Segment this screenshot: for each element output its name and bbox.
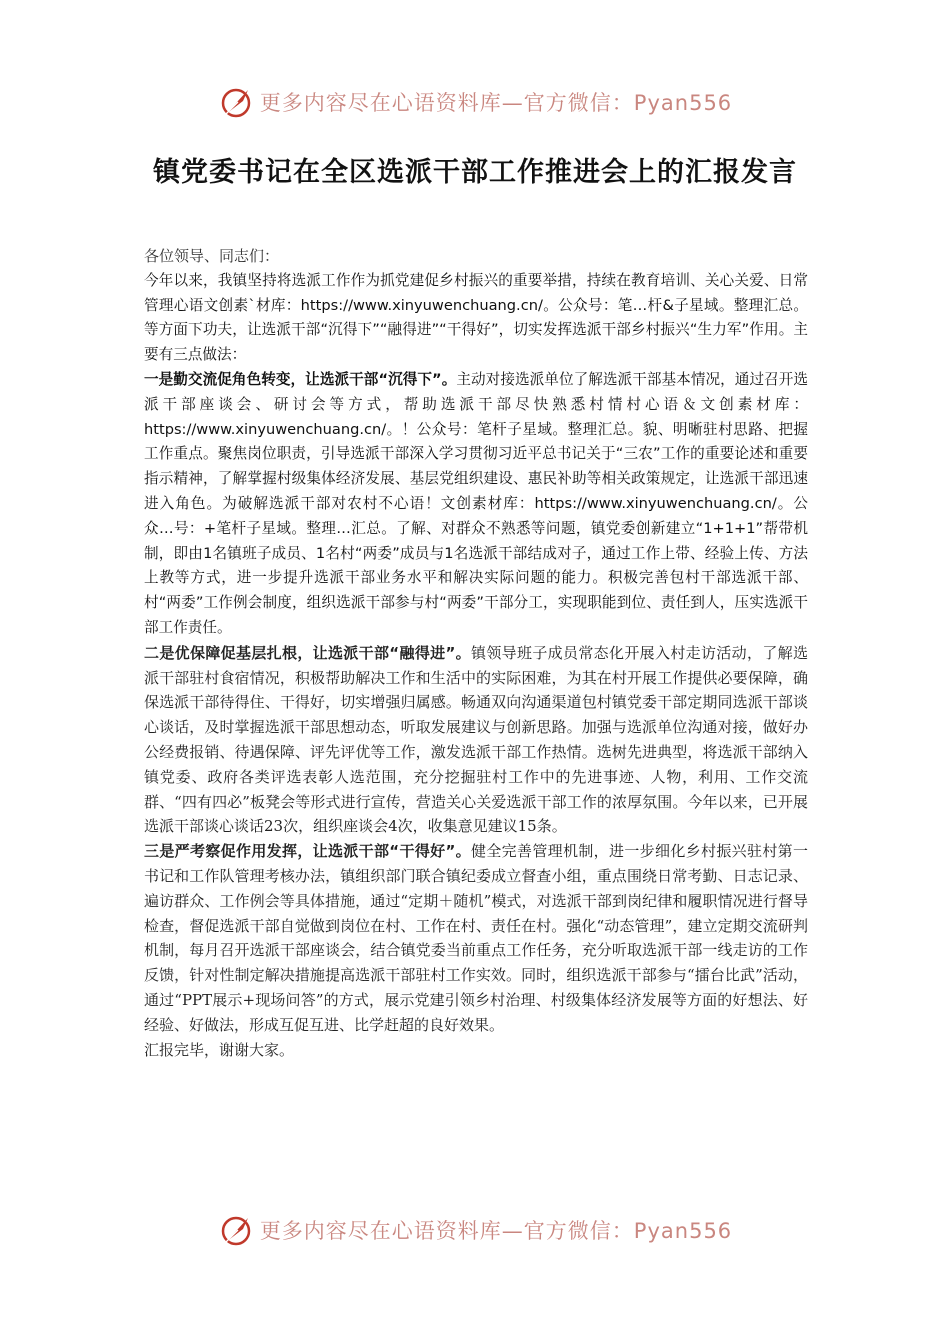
point-three-body: 健全完善管理机制，进一步细化乡村振兴驻村第一书记和工作队管理考核办法，镇组织部门联合镇纪委成立督查小组，重点围绕日常考勤、日志记录、遍访群众、工作例会等具体措施，通过“定期＋随机”模式，对选派干部到岗纪律和履职情况进行督导检查，督促选派干部自觉做到岗位在村、工作在村、责任在村。强化“动态管理”，建立定期交流研判机制，每月召开选派干部座谈会，结合镇党委当前重点工作任务，充分听取选派干部一线走访的工作反馈，针对性制定解决措施提高选派干部驻村工作实效。同时，组织选派干部参与“擂台比武”活动，通过“PPT展示+现场问答”的方式，展示党建引领乡村治理、村级集体经济发展等方面的好想法、好经验、好做法，形成互促互进、比学赶超的良好效果。 (144, 842, 808, 1034)
watermark-text: 更多内容尽在心语资料库—官方微信：Pyan556 (259, 1219, 733, 1243)
watermark-group (218, 1212, 732, 1248)
document-title: 镇党委书记在全区选派干部工作推进会上的汇报发言 (153, 157, 797, 188)
salutation: 各位领导、同志们： (144, 247, 280, 265)
watermark-text: 更多内容尽在心语资料库—官方微信：Pyan556 (259, 91, 733, 115)
quill-logo-icon (218, 1212, 254, 1248)
watermark-banner-bottom (0, 1210, 950, 1250)
quill-logo-icon (218, 84, 254, 120)
intro-paragraph: 今年以来，我镇坚持将选派工作作为抓党建促乡村振兴的重要举措，持续在教育培训、关心关爱、日常管理心语文创素`材库：https://www.xinyuwenchuang.cn/。公众号：笔…杆&子星域。整理汇总。等方面下功夫，让选派干部“沉得下”“融得进”“干得好”，切实发挥选派干部乡村振兴“生力军”作用。主要有三点做法： (144, 271, 808, 364)
point-three-paragraph (144, 839, 808, 1037)
watermark-banner-top (0, 82, 950, 122)
document-body (144, 244, 808, 1062)
point-two-paragraph (144, 641, 808, 839)
closing-line: 汇报完毕，谢谢大家。 (144, 1040, 295, 1059)
point-three-lead: 三是严考察促作用发挥，让选派干部“干得好”。 (144, 842, 472, 861)
watermark-group (218, 84, 732, 120)
point-two-lead: 二是优保障促基层扎根，让选派干部“融得进”。 (144, 643, 472, 662)
point-one-body: 主动对接选派单位了解选派干部基本情况，通过召开选派干部座谈会、研讨会等方式，帮助选派干部尽快熟悉村情村心语＆文创素材库：https://www.xinyuwenchuang.cn/。！公众号：笔杆子星域。整理汇总。貌、明晰驻村思路、把握工作重点。聚焦岗位职责，引导选派干部深入学习贯彻习近平总书记关于“三农”工作的重要论述和重要指示精神，了解掌握村级集体经济发展、基层党组织建设、惠民补助等相关政策规定，让选派干部迅速进入角色。为破解选派干部对农村不心语！文创素材库：https://www.xinyuwenchuang.cn/。公众…号：+笔杆子星域。整理…汇总。了解、对群众不熟悉等问题，镇党委创新建立“1+1+1”帮带机制，即由1名镇班子成员、1名村“两委”成员与1名选派干部结成对子，通过工作上带、经验上传、方法上教等方式，进一步提升选派干部业务水平和解决实际问题的能力。积极完善包村干部选派干部、村“两委”工作例会制度，组织选派干部参与村“两委”干部分工，实现职能到位、责任到人，压实选派干部工作责任。 (144, 370, 808, 636)
point-one-lead: 一是勤交流促角色转变，让选派干部“沉得下”。 (144, 370, 457, 388)
point-two-body: 镇领导班子成员常态化开展入村走访活动，了解选派干部驻村食宿情况，积极帮助解决工作和生活中的实际困难，为其在村开展工作提供必要保障，确保选派干部待得住、干得好，切实增强归属感。畅通双向沟通渠道包村镇党委干部定期同选派干部谈心谈话，及时掌握选派干部思想动态，听取发展建议与创新思路。加强与选派单位沟通对接，做好办公经费报销、待遇保障、评先评优等工作，激发选派干部工作热情。选树先进典型，将选派干部纳入镇党委、政府各类评选表彰人选范围，充分挖掘驻村工作中的先进事迹、人物，利用、工作交流群、“四有四必”板凳会等形式进行宣传，营造关心关爱选派干部工作的浓厚氛围。今年以来，已开展选派干部谈心谈话23次，组织座谈会4次，收集意见建议15条。 (144, 643, 808, 836)
point-one-paragraph (144, 368, 808, 641)
